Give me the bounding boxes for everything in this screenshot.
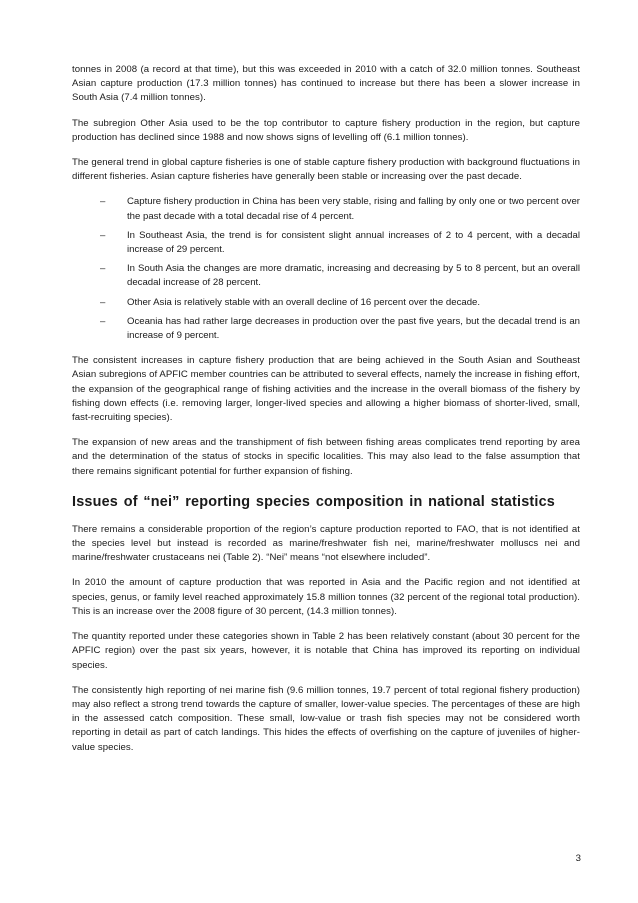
paragraph-consistent-increases: The consistent increases in capture fishery production that are being achieved in the South Asian and Southeast Asian subregions of APFIC member countries can be attributed to several effects, namely the increase in fishing effort, the expansion of the geographical range of fishing activities and the increase in the overall biomass of the fishery by fishing down effects (i.e. removing larger, longer-lived species and allowing a higher biomass of shorter-lived, small, fast-recruiting species). [72,355,580,424]
list-item-text: Oceania has had rather large decreases in production over the past five years, but the decadal trend is an increase of 9 percent. [127,315,580,342]
paragraph-general-trend: The general trend in global capture fisheries is one of stable capture fishery production with background fluctuations in different fisheries. Asian capture fisheries have generally been stable or increasing over the past decade. [72,157,580,183]
page-number: 3 [575,853,581,864]
section-heading: Issues of “nei” reporting species composition in national statistics [72,493,556,510]
dash-marker: – [100,196,106,208]
paragraph-capture-totals: tonnes in 2008 (a record at that time), but this was exceeded in 2010 with a catch of 32.0 million tonnes. Southeast Asian capture production (17.3 million tonnes) has continued to increase but there has been a slower increase in South Asia (7.4 million tonnes). [72,64,580,104]
list-item [72,315,580,343]
paragraph-nei-proportion: There remains a considerable proportion of the region’s capture production reported to FAO, that is not identified at the species level but instead is recorded as marine/freshwater fish nei, marine/freshwater molluscs nei and marine/freshwater crustaceans nei (Table 2). “Nei” means “not elsewhere included”. [72,523,580,564]
paragraph-expansion: The expansion of new areas and the transhipment of fish between fishing areas complicates trend reporting by area and the determination of the status of stocks in specific localities. This may also lead to the false assumption that there remains significant potential for further expansion of fishing. [72,437,580,477]
dash-marker: – [100,315,106,327]
paragraph-other-asia: The subregion Other Asia used to be the top contributor to capture fishery production in the region, but capture production has declined since 1988 and now shows signs of levelling off (6.1 million tonnes). [72,117,580,143]
list-item-text: In Southeast Asia, the trend is for consistent slight annual increases of 2 to 4 percent, with a decadal increase of 29 percent. [127,229,580,256]
dash-marker: – [100,229,106,241]
paragraph-2010-amount: In 2010 the amount of capture production that was reported in Asia and the Pacific region and not identified at species, genus, or family level reached approximately 15.8 million tonnes (32 percent of the regional total production). This is an increase over the 2008 figure of 30 percent, (14.3 million tonnes). [72,577,580,617]
list-item [72,229,580,257]
dash-marker: – [100,296,106,308]
list-item [72,296,580,310]
list-item-text: Capture fishery production in China has been very stable, rising and falling by only one or two percent over the past decade with a total decadal rise of 4 percent. [127,196,580,222]
list-item [72,262,580,290]
list-item-text: In South Asia the changes are more dramatic, increasing and decreasing by 5 to 8 percent, but an overall decadal increase of 28 percent. [127,263,580,289]
paragraph-quantity-reported: The quantity reported under these categories shown in Table 2 has been relatively constant (about 30 percent for the APFIC region) over the past six years, however, it is notable that China has improved its reporting on individual species. [72,631,580,671]
dash-marker: – [100,263,106,275]
trend-bullet-list [72,195,580,343]
paragraph-nei-marine-fish: The consistently high reporting of nei marine fish (9.6 million tonnes, 19.7 percent of total regional fishery production) may also reflect a strong trend towards the capture of smaller, lower-value species. The percentages of these are high in the assessed catch composition. These small, low-value or trash fish species may not be considered worth reporting in detail as part of catch landings. This hides the effects of overfishing on the capture of juveniles of higher-value species. [72,684,580,753]
page-body [72,63,580,766]
list-item [72,195,580,223]
list-item-text: Other Asia is relatively stable with an overall decline of 16 percent over the decade. [127,296,481,308]
